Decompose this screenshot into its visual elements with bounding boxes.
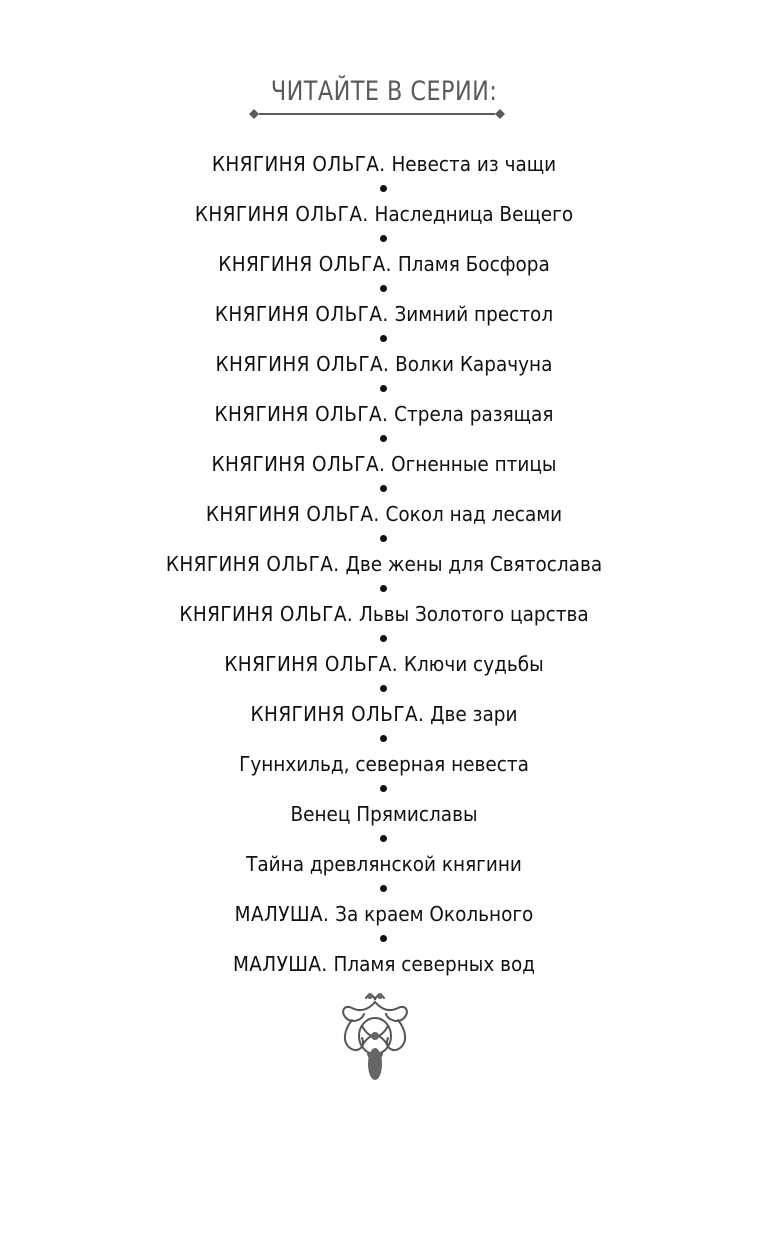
list-item [0, 750, 768, 800]
header-rule [249, 108, 505, 120]
list-item [0, 450, 768, 500]
series-name: КНЯГИНЯ ОЛЬГА. [224, 652, 399, 676]
series-name: КНЯГИНЯ ОЛЬГА. [211, 152, 386, 176]
bullet-separator [380, 935, 387, 942]
book-title: Волки Карачуна [395, 352, 553, 376]
bullet-separator [380, 235, 387, 242]
list-item [0, 900, 768, 950]
series-name: КНЯГИНЯ ОЛЬГА. [205, 502, 380, 526]
book-title: Стрела разящая [394, 402, 554, 426]
list-item [0, 300, 768, 350]
list-item [0, 550, 768, 600]
book-title: Две жены для Святослава [345, 552, 603, 576]
bullet-separator [380, 185, 387, 192]
series-name: КНЯГИНЯ ОЛЬГА. [215, 352, 390, 376]
series-name: КНЯГИНЯ ОЛЬГА. [218, 252, 392, 276]
series-name: КНЯГИНЯ ОЛЬГА. [179, 602, 354, 626]
series-name: КНЯГИНЯ ОЛЬГА. [214, 302, 389, 326]
book-title: Наследница Вещего [374, 202, 574, 226]
series-name: КНЯГИНЯ ОЛЬГА. [194, 202, 369, 226]
bullet-separator [380, 885, 387, 892]
list-item [0, 850, 768, 900]
book-title: Пламя Босфора [397, 252, 550, 276]
series-name: МАЛУША. [232, 952, 328, 976]
book-list [0, 150, 768, 1000]
book-title: Невеста из чащи [391, 152, 557, 176]
page-title: ЧИТАЙТЕ В СЕРИИ: [270, 76, 498, 107]
book-title: Пламя северных вод [333, 952, 536, 976]
book-title: Тайна древлянской княгини [246, 852, 522, 876]
bullet-separator [380, 385, 387, 392]
bullet-separator [380, 335, 387, 342]
ornament-icon [330, 990, 420, 1090]
series-name: КНЯГИНЯ ОЛЬГА. [250, 702, 425, 726]
rule-right-diamond [495, 109, 505, 119]
list-item [0, 200, 768, 250]
list-item [0, 700, 768, 750]
list-item [0, 500, 768, 550]
series-name: КНЯГИНЯ ОЛЬГА. [211, 452, 386, 476]
bullet-separator [380, 785, 387, 792]
book-title: Ключи судьбы [403, 652, 544, 676]
series-name: КНЯГИНЯ ОЛЬГА. [165, 552, 340, 576]
book-title: За краем Окольного [335, 902, 534, 926]
list-item [0, 400, 768, 450]
list-item [0, 350, 768, 400]
book-title: Львы Золотого царства [358, 602, 589, 626]
bullet-separator [380, 435, 387, 442]
book-title: Гуннхильд, северная невеста [239, 752, 529, 776]
series-header [0, 76, 768, 107]
list-item [0, 800, 768, 850]
bullet-separator [380, 285, 387, 292]
bullet-separator [380, 535, 387, 542]
bullet-separator [380, 585, 387, 592]
bullet-separator [380, 635, 387, 642]
list-item [0, 650, 768, 700]
bullet-separator [380, 735, 387, 742]
series-name: МАЛУША. [234, 902, 330, 926]
rule-left-diamond [249, 109, 259, 119]
book-title: Сокол над лесами [385, 502, 563, 526]
list-item [0, 150, 768, 200]
book-title: Венец Прямиславы [290, 802, 478, 826]
bullet-separator [380, 485, 387, 492]
bullet-separator [380, 835, 387, 842]
bullet-separator [380, 685, 387, 692]
list-item [0, 250, 768, 300]
book-title: Зимний престол [394, 302, 554, 326]
series-name: КНЯГИНЯ ОЛЬГА. [214, 402, 389, 426]
book-title: Две зари [430, 702, 518, 726]
list-item [0, 600, 768, 650]
book-title: Огненные птицы [391, 452, 557, 476]
